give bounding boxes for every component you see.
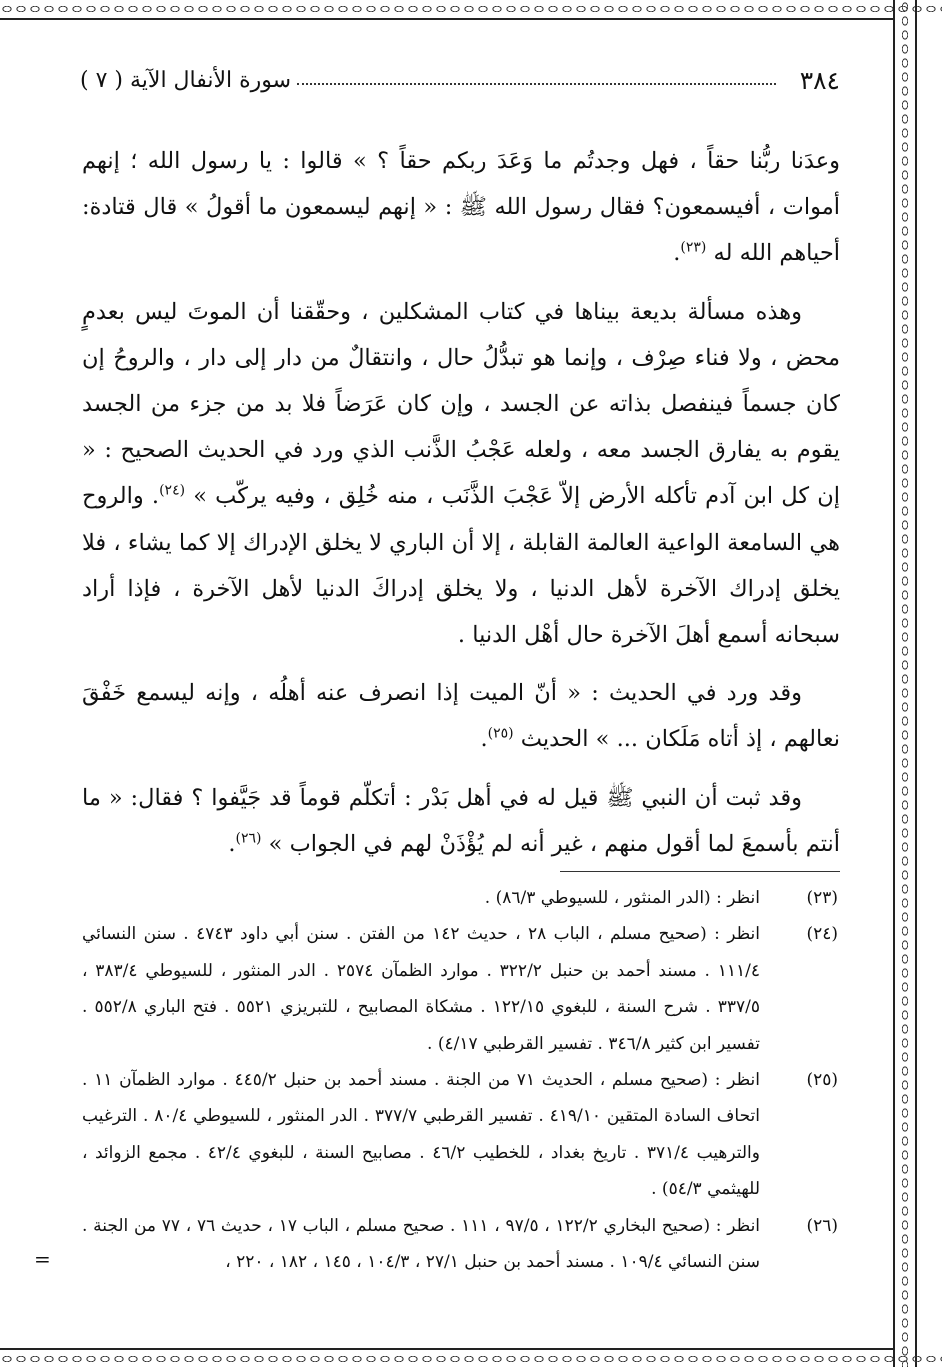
footnote-number: (٢٦)	[806, 1215, 838, 1236]
footnote-ref[interactable]: (٢٦)	[235, 830, 262, 847]
border-line-top	[0, 18, 895, 20]
footnote-text: انظر : (صحيح مسلم ، الباب ٢٨ ، حديث ١٤٢ من الفتن . سنن أبي داود ٤٧٤٣ . سنن النسائي ١١١/٤ . مسند أحمد بن حنبل ٣٢٢/٢ . موارد الظمآن ٢٥٧٤ . الدر المنثور ، للسيوطي ٣٨٣/٤ ، ٣٣٧/٥ . شرح السنة ، للبغوي ١٢٢/١٥ . مشكاة المصابيح ، للتبريزي ٥٥٢١ . فتح الباري ٥٥٢/٨ . تفسير ابن كثير ٣٤٦/٨ . تفسير القرطبي ٤/١٧) .	[82, 924, 761, 1054]
page-number: ٣٨٤	[799, 65, 840, 95]
continuation-mark: =	[34, 1247, 51, 1271]
footnote	[82, 916, 844, 1062]
decorative-border-right	[898, 0, 912, 1367]
border-line-bottom	[0, 1348, 895, 1350]
footnote	[82, 1208, 844, 1281]
footnote-number: (٢٤)	[806, 924, 838, 945]
decorative-border-top	[0, 2, 942, 16]
running-title: سورة الأنفال الآية ( ٧ )	[80, 67, 292, 93]
footnote-text: انظر : (الدر المنثور ، للسيوطي ٨٦/٣) .	[484, 888, 760, 908]
paragraph: وعدَنا ربُّنا حقاً ، فهل وجدتُم ما وَعَدَ ربكم حقاً ؟ » قالوا : يا رسول الله ؛ إنهم أموات ، أفيسمعون؟ فقال رسول الله ﷺ : « إنهم ليسمعون ما أقولُ » قال قتادة: أحياهم الله له $^{(٢٣)}$.	[82, 148, 840, 267]
footnote	[82, 1062, 844, 1208]
paragraph: وقد ورد في الحديث : « أنّ الميت إذا انصرف عنه أهلُه ، وإنه ليسمع خَفْقَ نعالهم ، إذ أتاه مَلَكان ... » الحديث $^{(٢٥)}$.	[82, 680, 840, 753]
paragraph: وقد ثبت أن النبي ﷺ قيل له في أهل بَدْر : أتكلّم قوماً قد جَيَّفوا ؟ فقال: « ما أنتم بأسمعَ لما أقول منهم ، غير أنه لم يُؤْذَنْ لهم في الجواب » $^{(٢٦)}$.	[82, 784, 840, 857]
footnotes	[82, 880, 844, 1280]
paragraph: وهذه مسألة بديعة بيناها في كتاب المشكلين ، وحقّقنا أن الموتَ ليس بعدمٍ محض ، ولا فناء صِرْف ، وإنما هو تبدُّلُ حال ، وانتقالٌ من دار إلى دار ، والروحُ إن كان جسماً فينفصل بذاته عن الجسد ، وإن كان عَرَضاً فلا بد من جزء من الجسد يقوم به يفارق الجسد معه ، ولعله عَجْبُ الذَّنب الذي ورد في الحديث الصحيح : « إن كل ابن آدم تأكله الأرض إلاّ عَجْبَ الذَّنَب ، منه خُلِق ، وفيه يركّب » $^{(٢٤)}$. والروح هي السامعة الواعية العالمة القابلة ، إلا أن الباري لا يخلق الإدراك إلا كما يشاء ، فلا يخلق إدراك الآخرة لأهل الدنيا ، ولا يخلق إدراكَ الدنيا لأهل الآخرة ، فإذا أراد سبحانه أسمع أهلَ الآخرة حال أهْل الدنيا .	[82, 298, 840, 649]
border-line-right-inner	[893, 0, 895, 1367]
footnote-text: انظر : (صحيح مسلم ، الحديث ٧١ من الجنة . مسند أحمد بن حنبل ٤٤٥/٢ . موارد الظمآن ١١ . اتحاف السادة المتقين ٤١٩/١٠ . تفسير القرطبي ٣٧٧/٧ . الدر المنثور ، للسيوطي ٨٠/٤ . الترغيب والترهيب ٣٧١/٤ . تاريخ بغداد ، للخطيب ٤٦/٢ . مصابيح السنة ، للبغوي ٤٢/٤ . مجمع الزوائد ، للهيثمي ٥٤/٣) .	[82, 1070, 761, 1200]
footnote-ref[interactable]: (٢٥)	[487, 725, 514, 742]
footnote-ref[interactable]: (٢٤)	[159, 482, 186, 499]
footnote-text: انظر : (صحيح البخاري ١٢٢/٢ ، ٩٧/٥ ، ١١١ . صحيح مسلم ، الباب ١٧ ، حديث ٧٦ ، ٧٧ من الجنة . سنن النسائي ١٠٩/٤ . مسند أحمد بن حنبل ٢٧/١ ، ١٠٤/٣ ، ١٤٥ ، ١٨٢ ، ٢٢٠ ،	[82, 1215, 761, 1273]
main-text	[82, 138, 840, 867]
footnote-ref[interactable]: (٢٣)	[680, 239, 707, 256]
decorative-border-bottom	[0, 1352, 942, 1366]
footnote-separator	[560, 871, 840, 872]
border-line-right-outer	[915, 0, 917, 1367]
header-dot-leader	[297, 83, 776, 85]
footnote-number: (٢٣)	[806, 888, 838, 908]
running-header	[80, 58, 840, 102]
footnote-number: (٢٥)	[806, 1070, 838, 1091]
footnote	[82, 880, 844, 916]
